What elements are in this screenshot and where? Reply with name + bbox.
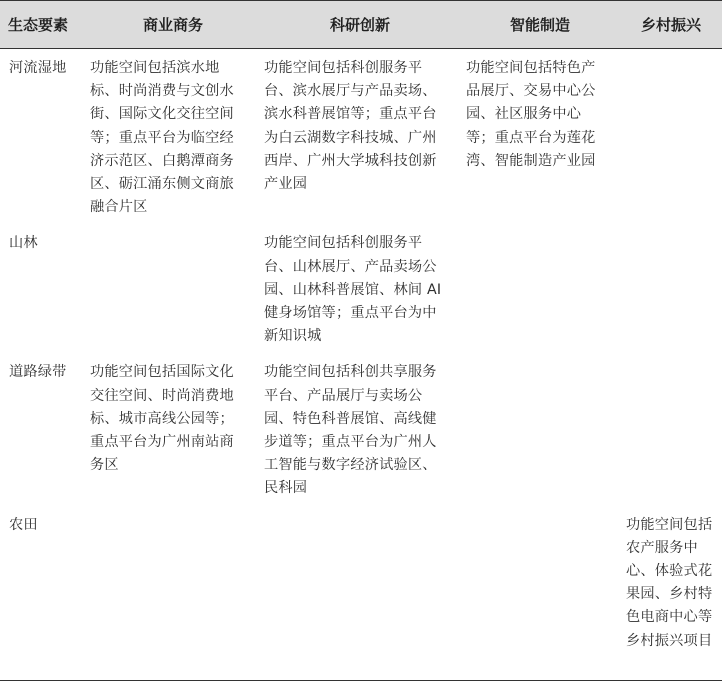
header-rural: 乡村振兴 [620,1,722,49]
table-body [0,49,722,681]
table-row [0,49,722,225]
header-research: 科研创新 [260,1,460,49]
header-manufacturing: 智能制造 [460,1,620,49]
table-cell: 功能空间包括滨水地标、时尚消费与文创水街、国际文化交往空间等；重点平台为临空经济示范区、白鹅潭商务区、砺江涌东侧文商旅融合片区 [90,60,234,216]
table-row [0,506,722,681]
header-ecology-element: 生态要素 [0,1,86,49]
row-label: 农田 [0,506,86,681]
table-cell [620,49,722,225]
table-cell: 功能空间包括科创服务平台、山林展厅、产品卖场公园、山林科普展馆、林间 AI 健身场馆等；重点平台为中新知识城 [264,235,442,345]
row-label: 山林 [9,235,38,252]
table-row [0,224,722,353]
table-cell: 功能空间包括特色产品展厅、交易中心公园、社区服务中心等；重点平台为莲花湾、智能制造产业园 [466,60,596,169]
table-cell [86,224,260,353]
table-cell [460,353,620,505]
table-cell [620,353,722,505]
table-cell [460,506,620,681]
header-business: 商业商务 [86,1,260,49]
table-cell [86,506,260,681]
table-cell: 功能空间包括科创共享服务平台、产品展厅与卖场公园、特色科普展馆、高线健步道等；重点平台为广州人工智能与数字经济试验区、民科园 [264,364,437,497]
table-cell: 功能空间包括国际文化交往空间、时尚消费地标、城市高线公园等；重点平台为广州南站商务区 [90,364,234,474]
header-row [0,1,722,49]
table-row [0,353,722,505]
table-cell: 功能空间包括科创服务平台、滨水展厅与产品卖场、滨水科普展馆等；重点平台为白云湖数字科技城、广州西岸、广州大学城科技创新产业园 [264,60,437,193]
table-header [0,1,722,49]
row-label: 河流湿地 [9,60,67,76]
table-cell [620,224,722,353]
table-cell: 功能空间包括农产服务中心、体验式花果园、乡村特色电商中心等乡村振兴项目 [620,506,722,681]
table-cell [460,224,620,353]
row-label: 道路绿带 [9,364,67,381]
table-cell [260,506,460,681]
